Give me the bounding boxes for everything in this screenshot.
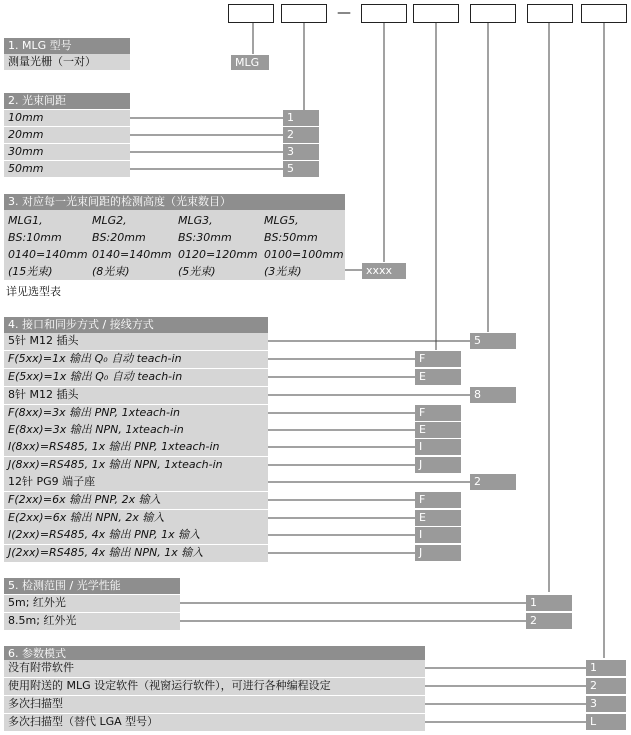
bs-cell: BS:20mm [92,231,146,244]
code-box-7 [581,4,627,23]
code-box-1 [228,4,274,23]
code-box-5 [470,4,516,23]
section-2-code: 1 [283,110,319,126]
param-row: 多次扫描型（替代 LGA 型号） [4,714,425,731]
section-2-row: 10mm [4,110,130,126]
interface-code: I [415,439,461,455]
param-code: 3 [586,696,626,712]
interface-row: J(8xx)=RS485, 1x 输出 NPN, 1xteach-in [4,457,268,474]
range-code: 2 [526,613,572,629]
bs-cell: BS:50mm [264,231,318,244]
section-1-header: 1. MLG 型号 [4,38,130,54]
param-row: 多次扫描型 [4,696,425,713]
section-3-code: xxxx [362,263,406,279]
interface-code: J [415,457,461,473]
interface-row: E(2xx)=6x 输出 NPN, 2x 输入 [4,510,268,527]
section-3-header: 3. 对应每一光束间距的检测高度（光束数目） [4,194,345,210]
interface-row: I(8xx)=RS485, 1x 输出 PNP, 1xteach-in [4,439,268,456]
range-cell: 0100=100mm [264,248,344,261]
range-cell: 0120=120mm [178,248,258,261]
bs-cell: BS:10mm [8,231,62,244]
section-2-code: 3 [283,144,319,160]
code-box-3 [361,4,407,23]
connector-group-title: 8针 M12 插头 [4,387,268,404]
section-6-header: 6. 参数模式 [4,646,425,662]
interface-code: F [415,492,461,508]
section-2-row: 30mm [4,144,130,160]
range-cell: 0140=140mm [92,248,172,261]
range-row: 5m; 红外光 [4,595,180,612]
section-1-row: 测量光栅（一对） [4,54,130,70]
param-row: 没有附带软件 [4,660,425,677]
interface-row: F(2xx)=6x 输出 PNP, 2x 输入 [4,492,268,509]
interface-code: E [415,422,461,438]
beam-cell: (5光束) [178,265,216,278]
beam-cell: (8光束) [92,265,130,278]
interface-code: E [415,369,461,385]
code-box-2 [281,4,327,23]
interface-code: J [415,545,461,561]
code-box-4 [413,4,459,23]
section-1-code: MLG [231,55,269,70]
param-code: L [586,714,626,730]
section-5-header: 5. 检测范围 / 光学性能 [4,578,180,594]
section-2-code: 5 [283,161,319,177]
interface-row: E(8xx)=3x 输出 NPN, 1xteach-in [4,422,268,439]
interface-row: J(2xx)=RS485, 4x 输出 NPN, 1x 输入 [4,545,268,562]
dash-separator: — [337,5,351,21]
interface-code: F [415,351,461,367]
interface-row: F(5xx)=1x 输出 Q₀ 自动 teach-in [4,351,268,368]
param-row: 使用附送的 MLG 设定软件（视窗运行软件），可进行各种编程设定 [4,678,425,695]
range-cell: 0140=140mm [8,248,88,261]
section-2-row: 50mm [4,161,130,177]
section-3-note: 详见选型表 [6,285,61,298]
range-row: 8.5m; 红外光 [4,613,180,630]
model-cell: MLG2, [92,214,127,227]
model-cell: MLG5, [264,214,299,227]
interface-row: F(8xx)=3x 输出 PNP, 1xteach-in [4,405,268,422]
section-4-header: 4. 接口和同步方式 / 接线方式 [4,317,268,333]
beam-cell: (15光束) [8,265,53,278]
bs-cell: BS:30mm [178,231,232,244]
beam-cell: (3光束) [264,265,302,278]
connector-group-title: 5针 M12 插头 [4,333,268,350]
code-box-6 [527,4,573,23]
section-2-header: 2. 光束间距 [4,93,130,109]
interface-code: E [415,510,461,526]
group-code: 2 [470,474,516,490]
section-2-row: 20mm [4,127,130,143]
range-code: 1 [526,595,572,611]
connector-group-title: 12针 PG9 端子座 [4,474,268,491]
interface-code: I [415,527,461,543]
interface-code: F [415,405,461,421]
param-code: 2 [586,678,626,694]
interface-row: I(2xx)=RS485, 4x 输出 PNP, 1x 输入 [4,527,268,544]
section-2-code: 2 [283,127,319,143]
model-cell: MLG1, [8,214,43,227]
group-code: 8 [470,387,516,403]
group-code: 5 [470,333,516,349]
param-code: 1 [586,660,626,676]
interface-row: E(5xx)=1x 输出 Q₀ 自动 teach-in [4,369,268,386]
model-cell: MLG3, [178,214,213,227]
